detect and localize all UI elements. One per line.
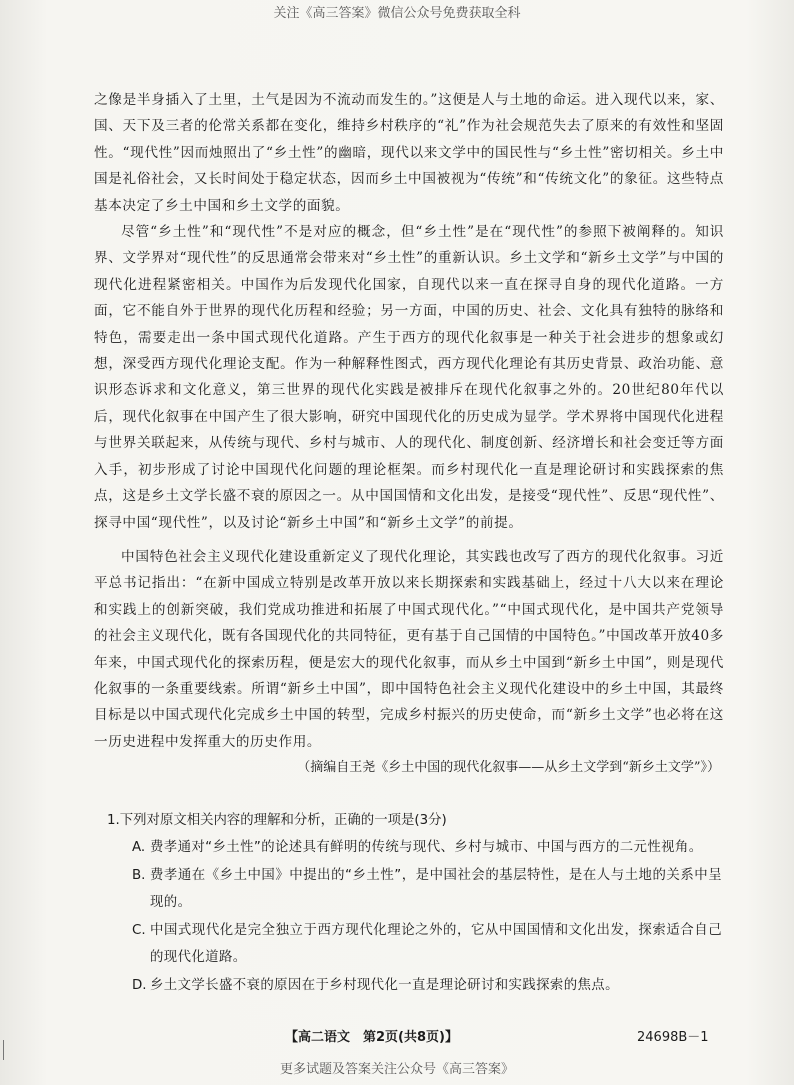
option-text: 中国式现代化是完全独立于西方现代化理论之外的，它从中国国情和文化出发，探索适合自己的现代化道路。 — [150, 922, 722, 965]
footer-page-title: 【高二语文 第2页(共8页)】 — [285, 1030, 458, 1045]
passage-source: （摘编自王尧《乡土中国的现代化叙事——从乡土文学到“新乡土文学”》） — [297, 760, 720, 776]
option-letter: B. — [132, 867, 146, 883]
question-stem: 1.下列对原文相关内容的理解和分析，正确的一项是(3分) — [107, 813, 447, 828]
option-letter: A. — [132, 840, 146, 855]
option-c — [132, 917, 722, 972]
reading-passage — [94, 87, 724, 781]
option-a — [132, 834, 722, 862]
question-1 — [107, 808, 722, 999]
option-b — [132, 862, 722, 917]
top-watermark: 关注《高三答案》微信公众号免费获取全科 — [273, 6, 521, 21]
passage-paragraph-2: 尽管“乡土性”和“现代性”不是对应的概念，但“乡土性”是在“现代性”的参照下被阐释的。知识界、文学界对“现代性”的反思通常会带来对“乡土性”的重新认识。乡土文学和“新乡土文学”与中国的现代化进程紧密相关。中国作为后发现代化国家，自现代以来一直在探寻自身的现代化道路。一方面，它不能自外于世界的现代化历程和经验；另一方面，中国的历史、社会、文化具有独特的脉络和特色，需要走出一条中国式现代化道路。产生于西方的现代化叙事是一种关于社会进步的想象或幻想，深受西方现代化理论支配。作为一种解释性图式，西方现代化理论有其历史背景、政治功能、意识形态诉求和文化意义，第三世界的现代化实践是被排斥在现代化叙事之外的。20世纪80年代以后，现代化叙事在中国产生了很大影响，研究中国现代化的历史成为显学。学术界将中国现代化进程与世界关联起来，从传统与现代、乡村与城市、人的现代化、制度创新、经济增长和社会变迁等方面入手，初步形成了讨论中国现代化问题的理论框架。而乡村现代化一直是理论研讨和实践探索的焦点，这是乡土文学长盛不衰的原因之一。从中国国情和文化出发，是接受“现代性”、反思“现代性”、探寻中国“现代性”，以及讨论“新乡土中国”和“新乡土文学”的前提。 — [94, 224, 724, 531]
page-footer — [0, 1026, 794, 1048]
option-text: 费孝通在《乡土中国》中提出的“乡土性”，是中国社会的基层特性，是在人与土地的关系中呈现的。 — [150, 867, 722, 910]
option-d — [132, 972, 722, 1000]
passage-paragraph-3: 中国特色社会主义现代化建设重新定义了现代化理论，其实践也改写了西方的现代化叙事。习近平总书记指出：“在新中国成立特别是改革开放以来长期探索和实践基础上，经过十八大以来在理论和实践上的创新突破，我们党成功推进和拓展了中国式现代化。”“中国式现代化，是中国共产党领导的社会主义现代化，既有各国现代化的共同特征，更有基于自己国情的中国特色。”中国改革开放40多年来，中国式现代化的探索历程，便是宏大的现代化叙事，而从乡土中国到“新乡土中国”，则是现代化叙事的一条重要线索。所谓“新乡土中国”，即中国特色社会主义现代化建设中的乡土中国，其最终目标是以中国式现代化完成乡土中国的转型，完成乡村振兴的历史使命，而“新乡土文学”也必将在这一历史进程中发挥重大的历史作用。 — [94, 548, 724, 750]
option-letter: C. — [132, 922, 146, 938]
option-text: 乡土文学长盛不衰的原因在于乡村现代化一直是理论研讨和实践探索的焦点。 — [150, 977, 619, 993]
option-letter: D. — [132, 977, 147, 993]
bottom-watermark: 更多试题及答案关注公众号《高三答案》 — [279, 1062, 514, 1077]
option-text: 费孝通对“乡土性”的论述具有鲜明的传统与现代、乡村与城市、中国与西方的二元性视角。 — [150, 840, 703, 855]
passage-paragraph-1: 之像是半身插入了土里，土气是因为不流动而发生的。”这便是人与土地的命运。进入现代以来，家、国、天下及三者的伦常关系都在变化，维持乡村秩序的“礼”作为社会规范失去了原来的有效性和坚固性。“现代性”因而烛照出了“乡土性”的幽暗，现代以来文学中的国民性与“乡土性”密切相关。乡土中国是礼俗社会，又长时间处于稳定状态，因而乡土中国被视为“传统”和“传统文化”的象征。这些特点基本决定了乡土中国和乡土文学的面貌。 — [94, 92, 724, 214]
footer-paper-code: 24698B－1 — [637, 1030, 709, 1045]
scan-mark — [3, 1040, 4, 1060]
